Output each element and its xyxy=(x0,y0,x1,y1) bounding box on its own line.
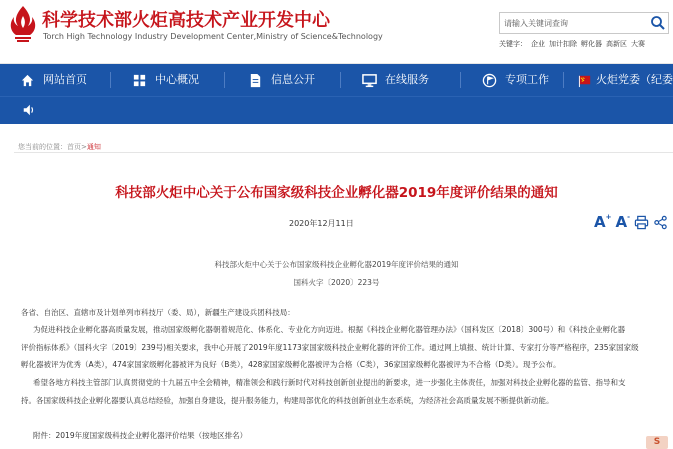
share-icon xyxy=(653,215,668,230)
keyword-link[interactable]: 高新区 xyxy=(606,40,627,48)
nav-divider xyxy=(340,72,341,88)
nav-item-disclosure[interactable] xyxy=(248,64,315,96)
torch-logo-icon[interactable] xyxy=(6,4,40,44)
font-decrease-label: A xyxy=(615,213,628,231)
font-decrease-button[interactable] xyxy=(615,213,630,231)
keyword-link[interactable]: 大赛 xyxy=(631,40,645,48)
nav-divider xyxy=(224,72,225,88)
breadcrumb-prefix: 您当前的位置： xyxy=(18,143,67,151)
home-icon xyxy=(20,73,35,88)
keywords-label: 关键字： xyxy=(499,40,527,48)
nav-divider xyxy=(563,72,564,88)
share-button[interactable] xyxy=(653,215,668,230)
keyword-link[interactable]: 孵化器 xyxy=(581,40,602,48)
nav-label: 火炬党委（纪委 xyxy=(596,73,673,86)
nav-label: 中心概况 xyxy=(155,73,199,86)
site-subtitle: Torch High Technology Industry Development Center,Ministry of Science&Technology xyxy=(43,32,383,41)
paragraph-line: 希望各地方科技主管部门认真贯彻党的十九届五中全会精神，精准领会和践行新时代对科技创新创业提出的新要求，进一步强化主体责任，加强对科技企业孵化器的监管、指导和支 xyxy=(33,378,626,387)
nav-label: 在线服务 xyxy=(385,73,429,86)
breadcrumb-separator: > xyxy=(81,143,87,151)
party-flag-icon xyxy=(578,73,593,88)
site-title: 科学技术部火炬高技术产业开发中心 xyxy=(42,10,330,31)
search-box xyxy=(499,12,669,34)
accessibility-bar xyxy=(0,96,673,124)
doc-number: 国科火字〔2020〕223号 xyxy=(293,278,380,287)
font-increase-label: A xyxy=(594,213,606,231)
print-button[interactable] xyxy=(634,215,649,230)
paragraph-line: 为促进科技企业孵化器高质量发展，推动国家级孵化器朝着规范化、体系化、专业化方向迈进。根据《科技企业孵化器管理办法》（国科发区〔2018〕300号）和《科技企业孵化器 xyxy=(33,325,626,334)
grid-icon xyxy=(132,73,147,88)
nav-item-home[interactable] xyxy=(20,64,87,96)
document-icon xyxy=(248,73,263,88)
font-increase-sign: + xyxy=(605,213,612,221)
doc-title: 科技部火炬中心关于公布国家级科技企业孵化器2019年度评价结果的通知 xyxy=(214,260,459,269)
corner-badge[interactable]: S xyxy=(646,436,668,449)
nav-divider xyxy=(460,72,461,88)
breadcrumb-home-link[interactable]: 首页 xyxy=(67,143,81,151)
print-icon xyxy=(634,215,649,230)
article-tools xyxy=(594,213,672,231)
nav-label: 网站首页 xyxy=(43,73,87,86)
nav-item-overview[interactable] xyxy=(132,64,199,96)
article-date: 2020年12月11日 xyxy=(289,219,354,228)
flag-icon xyxy=(482,73,497,88)
breadcrumb xyxy=(18,142,101,152)
monitor-icon xyxy=(362,73,377,88)
nav-divider xyxy=(110,72,111,88)
site-header xyxy=(0,0,673,64)
keyword-link[interactable]: 加计扣除 xyxy=(549,40,577,48)
nav-label: 信息公开 xyxy=(271,73,315,86)
article-title: 科技部火炬中心关于公布国家级科技企业孵化器2019年度评价结果的通知 xyxy=(115,185,558,201)
search-icon[interactable] xyxy=(650,15,666,31)
nav-item-special-work[interactable] xyxy=(482,64,549,96)
keyword-link[interactable]: 企业 xyxy=(531,40,545,48)
search-input[interactable] xyxy=(504,15,644,31)
addressee: 各省、自治区、直辖市及计划单列市科技厅（委、局），新疆生产建设兵团科技局： xyxy=(21,308,295,317)
nav-item-online-service[interactable] xyxy=(362,64,429,96)
font-decrease-sign: - xyxy=(627,213,630,221)
font-increase-button[interactable] xyxy=(594,213,611,231)
keywords-row xyxy=(499,39,649,49)
nav-item-party-committee[interactable] xyxy=(578,64,673,96)
paragraph-line: 持。各国家级科技企业孵化器要认真总结经验，加强自身建设，提升服务能力，构建局部优化的科技创新创业生态系统，为经济社会高质量发展不断提供新动能。 xyxy=(21,396,554,405)
attachment-link[interactable]: 附件：2019年度国家级科技企业孵化器评价结果（按地区排名） xyxy=(33,431,248,440)
nav-label: 专项工作 xyxy=(505,73,549,86)
paragraph-line: 评价指标体系》（国科火字〔2019〕239号)相关要求，我中心开展了2019年度1173家国家级科技企业孵化器的评价工作。通过网上填报、统计计算、专家打分等严格程序，235家国家级 xyxy=(21,343,639,352)
speaker-icon[interactable] xyxy=(22,103,36,117)
breadcrumb-current-link[interactable]: 通知 xyxy=(86,143,101,151)
paragraph-line: 孵化器被评为优秀（A类），474家国家级孵化器被评为良好（B类），428家国家级孵化器被评为合格（C类），36家国家级孵化器被评为不合格（D类）。现予公布。 xyxy=(21,360,561,369)
main-nav xyxy=(0,64,673,96)
breadcrumb-divider xyxy=(14,152,673,153)
